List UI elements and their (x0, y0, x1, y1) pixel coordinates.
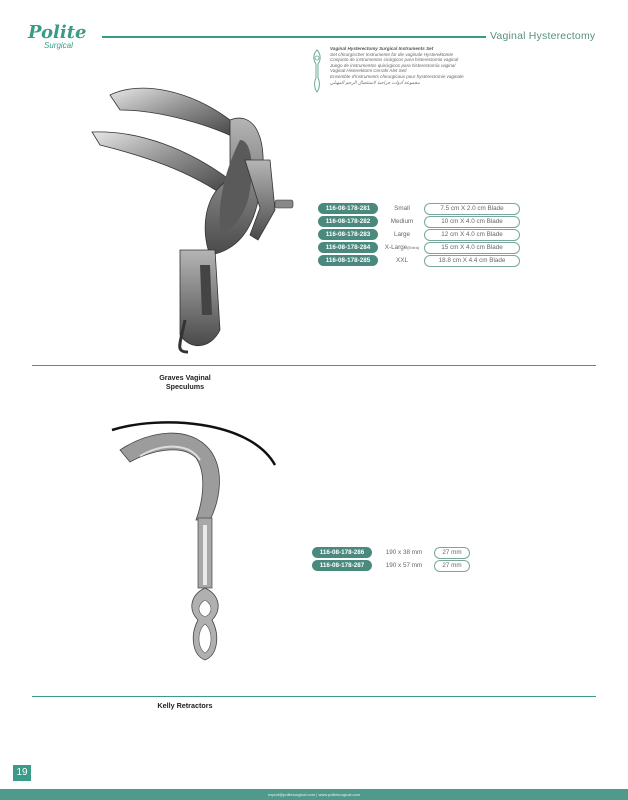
set-line-de: Set chirurgischer Instrumente für die vaginale Hysterektomie (330, 51, 454, 57)
table-row (312, 547, 470, 558)
dimension-label: 18.8 cm X 4.4 cm Blade (424, 255, 520, 267)
product-code: 116-08-178-281 (318, 203, 378, 214)
dimension-label: 7.5 cm X 2.0 cm Blade (424, 203, 520, 215)
size-label: Small (394, 205, 410, 212)
set-line-es: Juego de instrumentos quirúrgicos para histerectomía vaginal (330, 62, 456, 68)
product-code: 116-08-178-287 (312, 560, 372, 571)
caption-line-1: Graves Vaginal (159, 373, 211, 382)
page-number: 19 (13, 765, 31, 781)
table-row (318, 242, 520, 253)
product-caption (140, 374, 230, 391)
footer-bar (0, 789, 628, 800)
size-note: (Extra) (407, 245, 420, 250)
table-row (318, 255, 520, 266)
product-code: 116-08-178-284 (318, 242, 378, 253)
product-caption: Kelly Retractors (157, 701, 213, 710)
size-label: Large (393, 231, 411, 238)
table-row (318, 229, 520, 240)
kelly-retractor-image (100, 410, 290, 690)
header-divider (102, 36, 486, 38)
set-line-tr: Vaginal Histerektomi Cerrahi Alet Seti (330, 68, 407, 74)
caption-line-2: Speculums (165, 381, 205, 391)
graves-speculum-image (80, 60, 300, 360)
size-name: X-Large (384, 244, 408, 251)
logo-subtitle: Surgical (44, 41, 73, 50)
width-label: 27 mm (434, 560, 470, 572)
size-label: 190 x 57 mm (385, 562, 423, 569)
instrument-set-icon (310, 48, 324, 94)
table-row (318, 203, 520, 214)
product-code: 116-08-178-282 (318, 216, 378, 227)
section-title: Vaginal Hysterectomy (490, 30, 596, 42)
size-label: XXL (396, 257, 408, 264)
table-row (312, 560, 470, 571)
product-code: 116-08-178-283 (318, 229, 378, 240)
width-label: 27 mm (434, 547, 470, 559)
size-label: 190 x 38 mm (385, 549, 423, 556)
footer-contact: export@politesurgical.com | www.politesurgical.com (267, 792, 361, 797)
product-code: 116-08-178-286 (312, 547, 372, 558)
set-line-ar: مجموعة أدوات جراحية لاستئصال الرحم المهبلي (330, 79, 420, 85)
set-line-pt: Conjunto de instrumentos cirúrgicos para histerectomia vaginal (330, 57, 459, 63)
dimension-label: 12 cm X 4.0 cm Blade (424, 229, 520, 241)
section-divider (32, 365, 596, 366)
dimension-label: 10 cm X 4.0 cm Blade (424, 216, 520, 228)
size-label (380, 242, 424, 253)
set-line-fr: Ensemble d'instruments chirurgicaux pour hystérectomie vaginale (330, 73, 464, 79)
brand-logo (28, 24, 87, 50)
section-divider (32, 696, 596, 697)
table-row (318, 216, 520, 227)
logo-wordmark: Polite (28, 22, 87, 43)
set-line-en: Vaginal Hysterectomy Surgical Instruments Set (330, 46, 434, 51)
dimension-label: 15 cm X 4.0 cm Blade (424, 242, 520, 254)
size-label: Medium (390, 218, 414, 225)
product-code: 116-08-178-285 (318, 255, 378, 266)
